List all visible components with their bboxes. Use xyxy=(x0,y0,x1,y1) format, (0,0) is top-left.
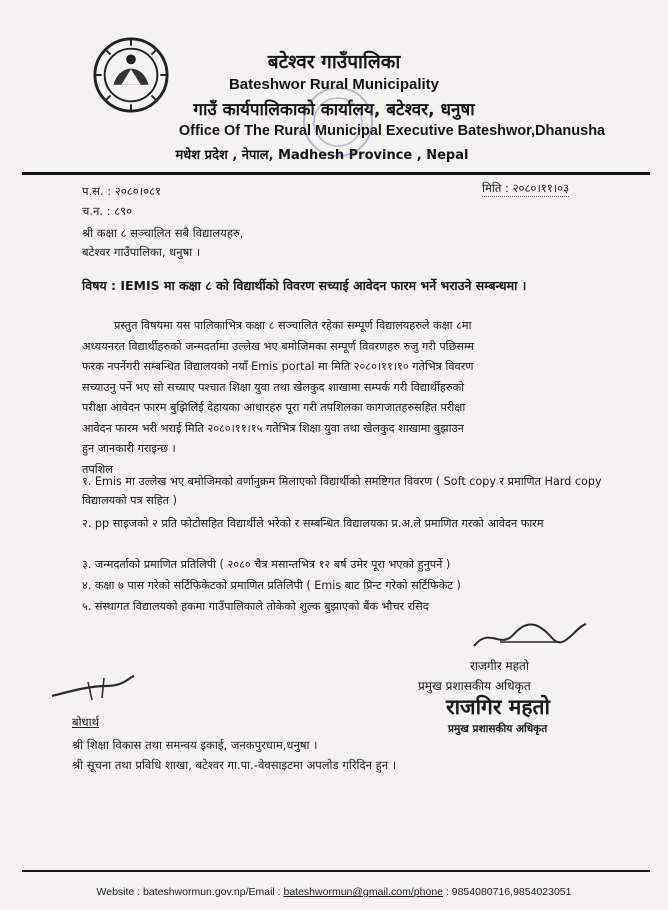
list-item: ४. कक्षा ७ पास गरेको सर्टिफिकेटको प्रमाणित प्रतिलिपी ( Emis बाट प्रिन्ट गरेको सर्टिफिकेट ) xyxy=(82,579,461,592)
signatory-stamp-name: राजगिर महतो xyxy=(446,695,550,719)
body-line: आवेदन फारम भरी भराई मिति २०८०।११।१५ गतेभित्र शिक्षा युवा तथा खेलकुद शाखामा बुझाउन xyxy=(82,421,464,435)
body-line: फरक नपर्नेगरी सम्बन्धित विद्यालयको नयाँ Emis portal मा मिति २०८०।११।१० गतेभित्र विवरण xyxy=(82,360,474,373)
office-seal-icon xyxy=(300,84,376,160)
cc-line-2: श्री सूचना तथा प्रविधि शाखा, बटेश्वर गा.पा.-वेवसाइटमा अपलोड गरिदिन हुन । xyxy=(72,758,397,772)
footer-phone-number: : 9854080716,9854023051 xyxy=(443,886,572,898)
cc-label: बोधार्थ xyxy=(72,715,99,729)
letter-subject: विषय : IEMIS मा कक्षा ८ को विद्यार्थीको विवरण सच्याई आवेदन फारम भर्ने भराउने सम्बन्धमा । xyxy=(82,278,527,293)
office-address: मधेश प्रदेश , नेपाल, Madhesh Province , Nepal xyxy=(175,148,469,163)
footer-email-link[interactable]: bateshwormun@gmail.com/ xyxy=(283,886,414,898)
body-line: हुन जानकारी गराइन्छ । xyxy=(82,442,176,455)
signatory-name: राजगीर महतो xyxy=(470,659,530,673)
initial-signature-icon xyxy=(48,672,138,706)
header-divider xyxy=(22,172,650,175)
body-line: सच्याउनु पर्ने भए सो सच्याए पश्चात शिक्षा युवा तथा खेलकुद शाखामा सम्पर्क गरी विद्यार्थीहरुको xyxy=(82,380,465,394)
office-name-nepali: गाउँ कार्यपालिकाको कार्यालय, बटेश्वर, धनुषा xyxy=(193,100,475,120)
footer-contact xyxy=(0,886,668,898)
footer-website-label: Website : xyxy=(96,886,144,898)
list-item: २. pp साइजको २ प्रति फोटोसहित विद्यार्थीले भरेको र सम्बन्धित विद्यालयका प्र.अ.ले प्रमाणित गरको आवेदन फारम xyxy=(82,517,544,530)
municipality-name-nepali: बटेश्वर गाउँपालिका xyxy=(267,51,401,73)
signatory-title: प्रमुख प्रशासकीय अधिकृत xyxy=(418,679,531,693)
list-item: ३. जन्मदर्ताको प्रमाणित प्रतिलिपी ( २०८० चैत्र मसान्तभित्र १२ बर्ष उमेर पूरा भएको हुनुपर्ने ) xyxy=(82,558,451,571)
footer-website-link[interactable]: bateshwormun.gov.np/ xyxy=(143,886,249,898)
letter-ps-number: प.स. : २०८०।०८१ xyxy=(82,184,162,198)
footer-divider xyxy=(22,870,650,872)
municipality-name-english: Bateshwor Rural Municipality xyxy=(228,76,440,93)
letter-cn-number: च.न. : ८९० xyxy=(82,204,133,218)
body-line: प्रस्तुत विषयमा यस पालिकाभित्र कक्षा ८ सञ्चालित रहेका सम्पूर्ण विद्यालयहरुले कक्षा ८मा xyxy=(114,319,472,332)
officer-signature-icon xyxy=(470,616,590,656)
list-item: ५. संस्थागत विद्यालयको हकमा गाउँपालिकाले तोकेको शुल्क बुझाएको बैंक भौचर रसिद xyxy=(82,600,429,613)
footer-email-label: Email : xyxy=(248,886,284,898)
footer-phone-label: phone xyxy=(413,886,443,898)
letter-date: मिति : २०८०।११।०३ xyxy=(482,181,570,195)
body-line: अध्ययनरत विद्यार्थीहरुको जन्मदर्तामा उल्लेख भए बमोजिमका सम्पूर्ण विवरणहरु रुजु गरी पछिसम्म xyxy=(82,339,475,353)
list-item: १. Emis मा उल्लेख भए बमोजिमको वर्णानुक्रम मिलाएको विद्यार्थीको समष्टिगत विवरण ( Soft copy र प्रमाणित Hard copy विद्यालयको पत्र सहित ) xyxy=(82,475,602,507)
cc-line-1: श्री शिक्षा विकास तथा समन्वय इकाई, जनकपुरधाम,धनुषा । xyxy=(72,738,318,752)
recipient-line-1: श्री कक्षा ८ सञ्चालित सबै विद्यालयहरु, xyxy=(82,226,244,240)
office-name-english: Office Of The Rural Municipal Executive Bateshwor,Dhanusha xyxy=(178,123,606,139)
body-line: परीक्षा आवेदन फारम बुझिलिई देहायका आधारहरु पूरा गरी तपशिलका कागजातहरुसहित परीक्षा xyxy=(82,401,466,414)
letter-body xyxy=(82,316,602,480)
tapashil-label: तपशिल xyxy=(82,462,113,476)
signatory-stamp-title: प्रमुख प्रशासकीय अधिकृत xyxy=(448,723,548,735)
recipient-line-2: बटेश्वर गाउँपालिका, धनुषा । xyxy=(82,245,201,259)
